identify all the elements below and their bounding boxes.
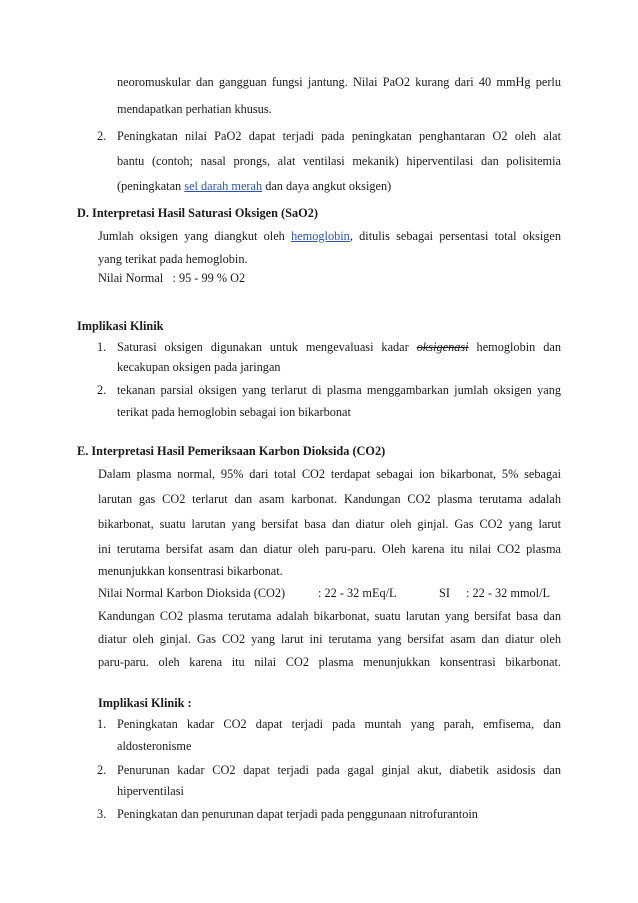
text-line: neoromuskular dan gangguan fungsi jantung. Nilai PaO2 kurang dari 40 mmHg perlu (117, 75, 561, 89)
text-line: bikarbonat, suatu larutan yang bersifat basa dan diatur oleh ginjal. Gas CO2 yang larut (98, 517, 561, 531)
subsection-heading: Implikasi Klinik (77, 319, 164, 333)
text-line: Kandungan CO2 plasma terutama adalah bikarbonat, suatu larutan yang bersifat basa dan (98, 609, 561, 623)
list-number: 2. (97, 129, 107, 143)
text-line: ini terutama bersifat asam dan diatur oleh paru-paru. Oleh karena itu nilai CO2 plasma (98, 542, 561, 556)
text-line: mendapatkan perhatian khusus. (117, 102, 272, 116)
text-line: aldosteronisme (117, 739, 192, 753)
text-line: bantu (contoh; nasal prongs, alat ventilasi mekanik) hiperventilasi dan polisitemia (117, 154, 561, 168)
text-line: larutan gas CO2 terlarut dan asam karbonat. Kandungan CO2 plasma terutama adalah (98, 492, 561, 506)
text-line: diatur oleh ginjal. Gas CO2 yang larut ini terutama yang bersifat asam dan diatur oleh (98, 632, 561, 646)
section-heading: D. Interpretasi Hasil Saturasi Oksigen (SaO2) (77, 206, 318, 220)
text-line: yang terikat pada hemoglobin. (98, 252, 248, 266)
link-sel-darah-merah[interactable]: sel darah merah (184, 179, 263, 193)
si-value: : 22 - 32 mmol/L (466, 586, 551, 600)
list-number: 2. (97, 383, 107, 397)
text-line: Dalam plasma normal, 95% dari total CO2 terdapat sebagai ion bikarbonat, 5% sebagai (98, 467, 561, 481)
text-span: (peningkatan (117, 179, 185, 193)
text-line: menunjukkan konsentrasi bikarbonat. (98, 564, 283, 578)
text-line: terikat pada hemoglobin sebagai ion bikarbonat (117, 405, 351, 419)
text-span: dan daya angkut oksigen) (262, 179, 392, 193)
si-label: SI (439, 586, 450, 600)
text-line (117, 339, 561, 355)
text-span: Saturasi oksigen digunakan untuk mengevaluasi kadar (117, 340, 417, 354)
normal-value: Nilai Normal : 95 - 99 % O2 (98, 271, 246, 285)
section-heading: E. Interpretasi Hasil Pemeriksaan Karbon Dioksida (CO2) (77, 444, 386, 458)
subsection-heading: Implikasi Klinik : (98, 696, 192, 710)
text-span: Jumlah oksigen yang diangkut oleh (98, 229, 292, 243)
normal-label: Nilai Normal Karbon Dioksida (CO2) (98, 586, 286, 600)
list-number: 1. (97, 340, 107, 354)
text-line: tekanan parsial oksigen yang terlarut di plasma menggambarkan jumlah oksigen yang (117, 383, 561, 397)
list-number: 3. (97, 807, 107, 821)
text-line: Penurunan kadar CO2 dapat terjadi pada gagal ginjal akut, diabetik asidosis dan (117, 763, 561, 777)
text-line: Peningkatan dan penurunan dapat terjadi pada penggunaan nitrofurantoin (117, 807, 478, 821)
text-span: hemoglobin dan (468, 340, 561, 354)
text-line (117, 178, 391, 194)
text-line: paru-paru. oleh karena itu nilai CO2 plasma menunjukkan konsentrasi bikarbonat. (98, 655, 561, 669)
text-line: hiperventilasi (117, 784, 184, 798)
list-number: 1. (97, 717, 107, 731)
struck-word: oksigenasi (416, 340, 469, 354)
text-line: Peningkatan nilai PaO2 dapat terjadi pada peningkatan penghantaran O2 oleh alat (117, 129, 561, 143)
text-span: , ditulis sebagai persentasi total oksigen (349, 229, 561, 243)
list-number: 2. (97, 763, 107, 777)
normal-value: : 22 - 32 mEq/L (318, 586, 397, 600)
text-line: kecakupan oksigen pada jaringan (117, 360, 281, 374)
text-line: Peningkatan kadar CO2 dapat terjadi pada muntah yang parah, emfisema, dan (117, 717, 561, 731)
text-line (98, 228, 561, 244)
link-hemoglobin[interactable]: hemoglobin (291, 229, 350, 243)
